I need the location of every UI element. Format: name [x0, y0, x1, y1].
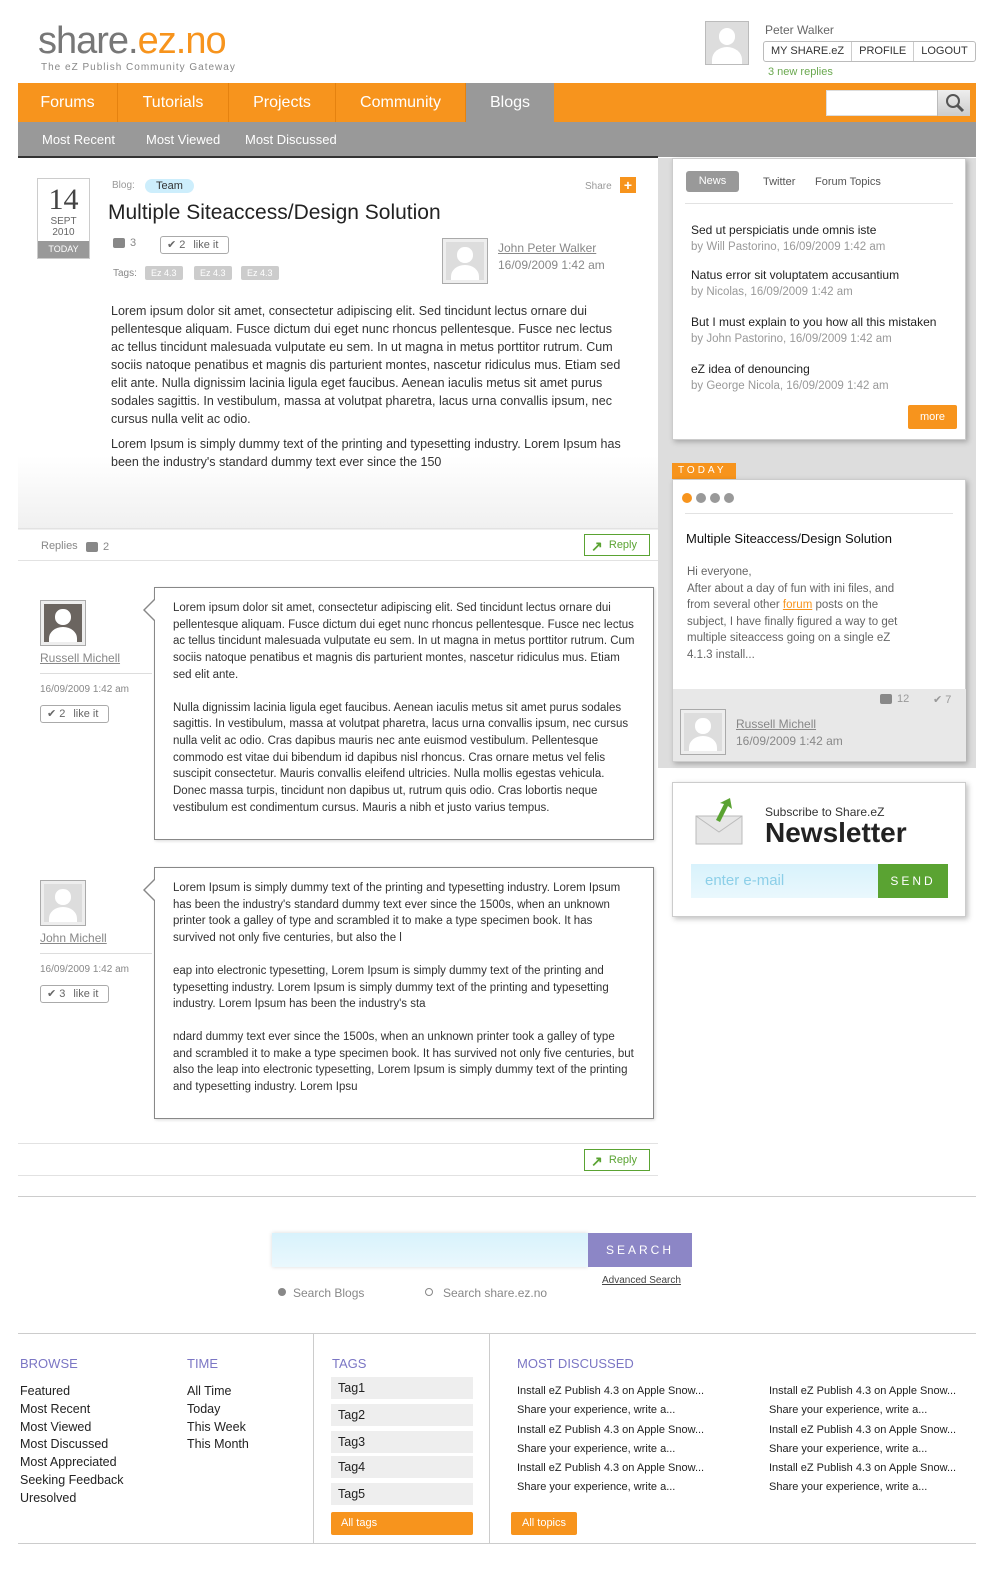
profile-link[interactable]: PROFILE: [852, 42, 914, 61]
post-tag[interactable]: Ez 4.3: [241, 266, 279, 280]
email-input[interactable]: enter e-mail: [691, 864, 878, 898]
tags-heading: TAGS: [332, 1356, 367, 1371]
today-likes: [933, 693, 951, 706]
forum-link[interactable]: forum: [782, 599, 813, 612]
comment-icon: [880, 694, 892, 704]
commenter-link[interactable]: Russell Michell: [40, 651, 121, 665]
discussed-link[interactable]: Share your experience, write a...: [517, 1404, 676, 1417]
logout-link[interactable]: LOGOUT: [921, 45, 968, 57]
browse-link[interactable]: Featured: [20, 1384, 71, 1398]
like-button[interactable]: [40, 705, 109, 723]
check-icon: ✔: [167, 239, 177, 251]
my-share-link[interactable]: MY SHARE.eZ: [764, 42, 852, 61]
divider: [313, 1333, 314, 1543]
news-item-title[interactable]: eZ idea of denouncing: [691, 362, 810, 376]
check-icon: ✔: [47, 988, 57, 1000]
footer-tag[interactable]: Tag4: [331, 1456, 473, 1478]
radio-search-blogs[interactable]: [278, 1288, 286, 1296]
user-icon: [684, 713, 722, 751]
search-icon: [938, 90, 971, 116]
author-link[interactable]: John Peter Walker: [498, 241, 597, 255]
news-item-meta: by John Pastorino, 16/09/2009 1:42 am: [691, 333, 892, 345]
bottom-search-input[interactable]: [272, 1233, 588, 1267]
mail-icon: [694, 798, 746, 849]
divider: [18, 1543, 976, 1544]
news-item-meta: by Will Pastorino, 16/09/2009 1:42 am: [691, 241, 886, 253]
radio-label: Search Blogs: [293, 1286, 365, 1300]
date-year: 2010: [52, 227, 75, 238]
tagline: The eZ Publish Community Gateway: [41, 62, 236, 73]
discussed-link[interactable]: Share your experience, write a...: [769, 1404, 928, 1417]
share-plus-icon[interactable]: +: [620, 177, 636, 193]
check-icon: ✔: [47, 708, 57, 720]
subnav-most-discussed[interactable]: Most Discussed: [245, 132, 337, 147]
paragraph: Lorem ipsum dolor sit amet, consectetur adipiscing elit. Sed tincidunt lectus ornare dui pellentesque aliquam. Fusce dictum dui eget nunc rhoncus pellentesque. Fusce nec lectus ac tellus tincidunt malesuada vulputate eu sem. In ut magna in metus porttitor rutrum. Cum sociis natoque penatibus et magnis dis parturient montes, nascetur ridiculus mus. Etiam sed elit ante. Nulla dignissim lacinia ligula eget faucibus. Aenean iaculis metus sit amet purus sodales sagittis. In vestibulum, massa at volutpat pharetra, lacus urna convallis ipsum, nec cursus nulla velit ac odio.: [111, 304, 621, 426]
logo-text: share.: [38, 20, 138, 62]
divider: [40, 673, 152, 674]
nav-tutorials[interactable]: Tutorials: [118, 83, 229, 122]
divider: [18, 560, 658, 561]
share-label: Share: [585, 181, 612, 192]
tab-news[interactable]: News: [686, 171, 739, 192]
news-item-meta: by George Nicola, 16/09/2009 1:42 am: [691, 380, 889, 392]
carousel-dot[interactable]: [710, 493, 720, 503]
carousel-dot-active[interactable]: [682, 493, 692, 503]
nav-projects[interactable]: Projects: [229, 83, 336, 122]
discussed-list: [769, 1382, 956, 1498]
user-icon: [706, 22, 748, 64]
commenter-avatar[interactable]: [40, 880, 86, 926]
time-link[interactable]: This Month: [187, 1437, 249, 1452]
like-button[interactable]: [160, 236, 229, 254]
comment-count-value: 3: [130, 237, 137, 249]
user-icon: [44, 884, 82, 922]
user-icon: [446, 242, 484, 280]
date-month: SEPT: [50, 216, 77, 227]
subnav-most-recent[interactable]: Most Recent: [42, 132, 115, 147]
new-replies-link[interactable]: 3 new replies: [768, 66, 833, 78]
user-links: [763, 41, 976, 62]
browse-link[interactable]: Uresolved: [20, 1490, 77, 1505]
user-avatar[interactable]: [705, 21, 749, 65]
like-count: 2: [59, 708, 66, 720]
today-author-link[interactable]: Russell Michell: [736, 717, 817, 731]
advanced-search-link[interactable]: Advanced Search: [602, 1275, 681, 1286]
post-date: 16/09/2009 1:42 am: [498, 258, 605, 272]
divider: [18, 528, 658, 529]
divider: [685, 513, 953, 514]
discussed-link[interactable]: Install eZ Publish 4.3 on Apple Snow...: [769, 1462, 957, 1475]
tags-label: Tags:: [113, 268, 137, 279]
time-heading: TIME: [187, 1356, 219, 1371]
nav-forums[interactable]: Forums: [18, 83, 118, 122]
reply-button[interactable]: ↗ Reply: [584, 1149, 650, 1171]
divider: [489, 1333, 490, 1543]
check-icon: ✔: [933, 694, 946, 706]
today-date: 16/09/2009 1:42 am: [736, 734, 843, 748]
like-count: 3: [59, 988, 66, 1000]
divider: [685, 203, 953, 204]
author-avatar[interactable]: [442, 238, 488, 284]
discussed-link[interactable]: Install eZ Publish 4.3 on Apple Snow...: [517, 1385, 705, 1397]
newsletter-subtitle: Subscribe to Share.eZ: [765, 805, 885, 819]
date-day: 14: [48, 183, 79, 216]
divider: [18, 1143, 658, 1144]
discussed-link[interactable]: Share your experience, write a...: [517, 1442, 676, 1455]
blog-name-badge[interactable]: Team: [145, 179, 194, 193]
replies-label: Replies: [41, 540, 78, 552]
discussed-list: [517, 1382, 704, 1498]
like-label: like it: [73, 988, 99, 1000]
like-count: 2: [179, 239, 186, 251]
tab-forum-topics[interactable]: Forum Topics: [815, 176, 881, 188]
browse-link[interactable]: Most Recent: [20, 1401, 91, 1416]
divider: [18, 1333, 976, 1334]
news-item-meta: by Nicolas, 16/09/2009 1:42 am: [691, 286, 853, 298]
nav-blogs[interactable]: Blogs: [466, 83, 554, 122]
discussed-link[interactable]: Share your experience, write a...: [769, 1481, 928, 1494]
logo[interactable]: [38, 22, 226, 60]
tab-twitter[interactable]: Twitter: [763, 176, 796, 188]
most-discussed-heading: MOST DISCUSSED: [517, 1356, 634, 1371]
today-body-text: posts on the subject, I have finally figured a way to get multiple siteaccess going on a single eZ 4.1.3 install...: [687, 599, 898, 661]
comment-body: [154, 587, 654, 840]
time-link[interactable]: This Week: [187, 1419, 246, 1434]
today-comment-count: 12: [897, 693, 910, 705]
blog-label: Blog:: [112, 180, 135, 191]
all-topics-button[interactable]: All topics: [511, 1512, 577, 1535]
browse-link[interactable]: Most Appreciated: [20, 1455, 117, 1470]
post-body: [111, 302, 621, 478]
nav-community[interactable]: Community: [336, 83, 466, 122]
radio-label: Search share.ez.no: [443, 1286, 548, 1300]
like-label: like it: [193, 239, 219, 251]
comment-body: [154, 867, 654, 1119]
today-like-count: 7: [945, 694, 952, 706]
comment-date: 16/09/2009 1:42 am: [40, 684, 129, 695]
post-tag[interactable]: Ez 4.3: [194, 266, 232, 280]
browse-heading: BROWSE: [20, 1356, 78, 1371]
logo-text-accent: ez.no: [137, 20, 226, 62]
subnav-most-viewed[interactable]: Most Viewed: [146, 132, 221, 147]
replies-count-value: 2: [103, 541, 110, 553]
replies-count: [86, 541, 109, 553]
paragraph: eap into electronic typesetting, Lorem Ipsum is simply dummy text of the printing and typesetting industry. Lorem Ipsum is simply dummy text of the printing and typesetting industry. Lorem Ipsum has been the industry's sta: [173, 964, 609, 1011]
discussed-link[interactable]: Share your experience, write a...: [517, 1481, 676, 1494]
newsletter-title: Newsletter: [765, 817, 907, 848]
footer-tag[interactable]: Tag1: [331, 1377, 473, 1399]
news-item-title[interactable]: Natus error sit voluptatem accusantium: [691, 268, 900, 282]
comment-date: 16/09/2009 1:42 am: [40, 964, 129, 975]
browse-list: [20, 1383, 124, 1508]
footer-tag[interactable]: Tag5: [331, 1483, 473, 1505]
comment-icon: [113, 238, 125, 248]
browse-link[interactable]: Most Viewed: [20, 1419, 92, 1434]
radio-search-site[interactable]: [425, 1288, 433, 1296]
discussed-link[interactable]: Install eZ Publish 4.3 on Apple Snow...: [769, 1423, 957, 1436]
news-item-title[interactable]: Sed ut perspiciatis unde omnis iste: [691, 223, 877, 237]
like-label: like it: [73, 708, 99, 720]
comment-icon: [86, 542, 98, 552]
post-title: Multiple Siteaccess/Design Solution: [108, 201, 441, 224]
bottom-search-button[interactable]: SEARCH: [588, 1233, 692, 1267]
carousel-dot[interactable]: [696, 493, 706, 503]
time-link[interactable]: Today: [187, 1401, 221, 1416]
today-label: TODAY: [672, 463, 736, 479]
time-link[interactable]: All Time: [187, 1384, 232, 1398]
today-comments: [880, 693, 909, 705]
news-item-title[interactable]: But I must explain to you how all this mistaken: [691, 315, 937, 329]
send-button[interactable]: SEND: [878, 864, 948, 898]
date-today-label: TODAY: [38, 241, 89, 258]
divider: [18, 1175, 658, 1176]
commenter-link[interactable]: John Michell: [40, 931, 107, 945]
more-button[interactable]: more: [908, 405, 957, 429]
all-tags-button[interactable]: All tags: [331, 1512, 473, 1535]
today-body-text: Hi everyone, After about a day of fun with ini files, and from several other: [687, 566, 895, 612]
today-author-avatar[interactable]: [680, 709, 726, 755]
discussed-link[interactable]: Install eZ Publish 4.3 on Apple Snow...: [517, 1423, 705, 1436]
paragraph: ndard dummy text ever since the 1500s, when an unknown printer took a galley of type and scrambled it to make a type specimen book. It has survived not only five centuries, but also the leap into electronic typesetting, Lorem Ipsum is simply dummy text of the printing and typesetting industry. Lorem Ipsu: [173, 1030, 634, 1094]
comment-count[interactable]: [113, 237, 136, 249]
post-tag[interactable]: Ez 4.3: [145, 266, 183, 280]
carousel-dot[interactable]: [724, 493, 734, 503]
today-title[interactable]: Multiple Siteaccess/Design Solution: [686, 531, 892, 546]
user-name: Peter Walker: [765, 23, 834, 37]
like-button[interactable]: [40, 985, 109, 1003]
date-box: [37, 178, 90, 259]
footer-tag[interactable]: Tag3: [331, 1431, 473, 1453]
browse-link[interactable]: Most Discussed: [20, 1437, 109, 1452]
paragraph: Lorem Ipsum is simply dummy text of the printing and typesetting industry. Lorem Ipsum has been the industry's standard dummy text ever since the 150: [111, 437, 621, 469]
commenter-avatar[interactable]: [40, 600, 86, 646]
nav-search-button[interactable]: [937, 90, 970, 116]
paragraph: Nulla dignissim lacinia ligula eget faucibus. Aenean iaculis metus sit amet purus sodales sagittis. In vestibulum, massa at volutpat pharetra, lacus urna convallis ipsum, nec cursus nulla velit ac odio. Cras dapibus mauris nec ante euismod vestibulum. Pellentesque commodo est vitae dui bibendum id dapibus nisl rhoncus. Cras ornare metus vel felis suscipit consectetur. Mauris convallis eleifend ultricies. Nulla mollis egestas vehicula. Donec massa turpis, tincidunt non dapibus ut, rutrum quis odio. Cras lobortis neque vestibulum est condimentum cursus. Mauris a nibh et justo varius tempus.: [173, 701, 629, 814]
today-body: [687, 564, 917, 664]
discussed-link[interactable]: Install eZ Publish 4.3 on Apple Snow...: [769, 1385, 957, 1397]
sub-nav: [18, 122, 976, 157]
user-photo: [44, 604, 82, 642]
footer-tag[interactable]: Tag2: [331, 1404, 473, 1426]
divider: [40, 953, 152, 954]
paragraph: Lorem Ipsum is simply dummy text of the printing and typesetting industry. Lorem Ipsum has been the industry's standard dummy text ever since the 1500s, when an unknown printer took a galley of type and scrambled it to make a type specimen book. It has survived not only five centuries, but also the l: [173, 882, 621, 945]
discussed-link[interactable]: Share your experience, write a...: [769, 1442, 928, 1455]
browse-link[interactable]: Seeking Feedback: [20, 1472, 124, 1487]
reply-button[interactable]: ↗ Reply: [584, 534, 650, 556]
discussed-link[interactable]: Install eZ Publish 4.3 on Apple Snow...: [517, 1462, 705, 1475]
divider: [18, 1196, 976, 1197]
paragraph: Lorem ipsum dolor sit amet, consectetur adipiscing elit. Sed tincidunt lectus ornare dui pellentesque aliquam. Fusce dictum dui eget nunc rhoncus pellentesque. Fusce nec lectus ac tellus tincidunt malesuada vulputate eu sem. In ut magna in metus porttitor rutrum. Cum sociis natoque penatibus et magnis dis parturient montes, nascetur ridiculus mus. Etiam sed elit ante.: [173, 602, 635, 681]
news-panel: [672, 158, 966, 440]
time-list: [187, 1383, 249, 1454]
